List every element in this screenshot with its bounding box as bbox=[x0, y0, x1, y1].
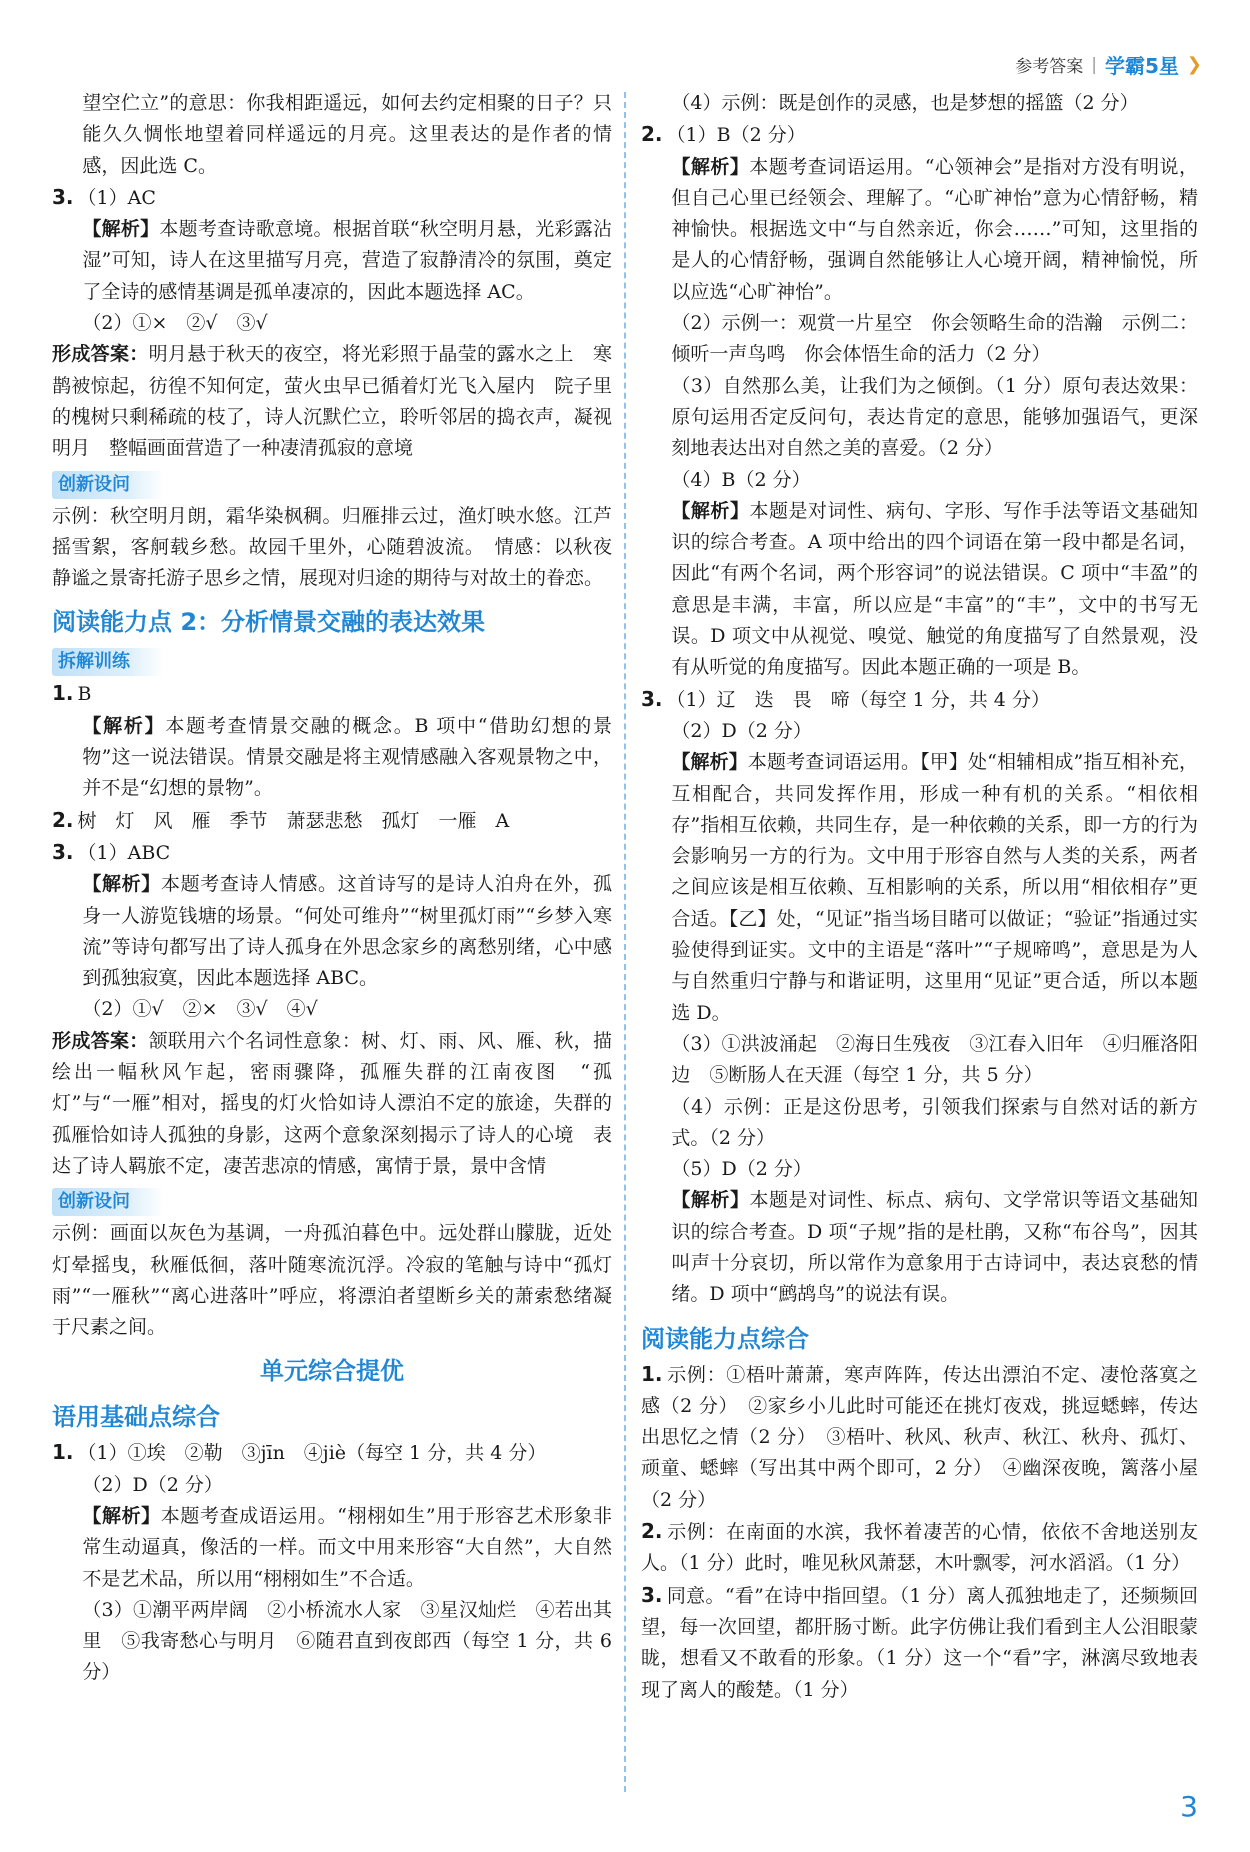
section-heading: 阅读能力点 2：分析情景交融的表达效果 bbox=[52, 608, 486, 637]
page-header bbox=[1015, 50, 1202, 79]
answer-item: （3）①洪波涌起 ②海日生残夜 ③江春入旧年 ④归雁洛阳边 ⑤断肠人在天涯（每空 1 分，共 5 分） bbox=[671, 1032, 1198, 1087]
answer-item: 3. （1）辽 迭 畏 啼（每空 1 分，共 4 分） bbox=[641, 686, 1050, 711]
innovation-answer: 示例：画面以灰色为基调，一舟孤泊暮色中。远处群山朦胧，近处灯晕摇曳，秋雁低徊，落叶随寒流沉浮。冷寂的笔触与诗中“孤灯雨”“一雁秋”“离心进落叶”呼应，将漂泊者望断乡关的萧索愁绪凝于尺素之间。 bbox=[52, 1222, 612, 1339]
section-tag: 创新设问 bbox=[52, 1188, 164, 1216]
answer-item: 3. 同意。“看”在诗中指回望。（1 分）离人孤独地走了，还频频回望，每一次回望，都肝肠寸断。此字仿佛让我们看到主人公泪眼蒙眬，想看又不敢看的形象。（1 分）这一个“看”字，淋漓尽致地表现了离人的酸楚。（1 分） bbox=[641, 1582, 1198, 1701]
formed-answer: 形成答案：明月悬于秋天的夜空，将光彩照于晶莹的露水之上 寒鹊被惊起，彷徨不知何定，萤火虫早已循着灯光飞入屋内 院子里的槐树只剩稀疏的枝了，诗人沉默伫立，聆听邻居的捣衣声，凝视明月 整幅画面营造了一种凄清孤寂的意境 bbox=[52, 343, 612, 460]
left-column bbox=[52, 88, 612, 1689]
answer-item: （2）示例一：观赏一片星空 你会领略生命的浩瀚 示例二：倾听一声鸟鸣 你会体悟生命的活力（2 分） bbox=[671, 312, 1198, 366]
answer-item: （2）D（2 分） bbox=[82, 1473, 223, 1496]
answer-item: 1. （1）①埃 ②勒 ③jīn ④jiè（每空 1 分，共 4 分） bbox=[52, 1440, 547, 1465]
paragraph: 望空伫立”的意思：你我相距遥远，如何去约定相聚的日子？只能久久惆怅地望着同样遥远的月亮。这里表达的是作者的情感，因此选 C。 bbox=[82, 92, 612, 177]
analysis: 【解析】本题是对词性、病句、字形、写作手法等语文基础知识的综合考查。A 项中给出的四个词语在第一段中都是名词，因此“有两个名词，两个形容词”的说法错误。C 项中“丰盈”的意思是丰满，丰富，所以应是“丰富”的“丰”，文中的书写无误。D 项文中从视觉、嗅觉、触觉的角度描写了自然景观，没有从听觉的角度描写。因此本题正确的一项是 B。 bbox=[671, 499, 1198, 679]
answer-item: （3）自然那么美，让我们为之倾倒。（1 分）原句表达效果：原句运用否定反问句，表达肯定的意思，能够加强语气，更深刻地表达出对自然之美的喜爱。（2 分） bbox=[671, 374, 1198, 460]
section-heading: 语用基础点综合 bbox=[52, 1403, 220, 1432]
answer-item: （2）①√ ②× ③√ ④√ bbox=[82, 998, 318, 1021]
header-label: 参考答案 bbox=[1015, 57, 1084, 77]
answer-item: （4）示例：正是这份思考，引领我们探索与自然对话的新方式。（2 分） bbox=[671, 1095, 1198, 1149]
innovation-answer: 示例：秋空明月朗，霜华染枫稠。归雁排云过，渔灯映水悠。江芦摇雪絮，客舸载乡愁。故园千里外，心随碧波流。 情感：以秋夜静谧之景寄托游子思乡之情，展现对归途的期待与对故土的眷恋。 bbox=[52, 504, 612, 590]
brand-flag-icon: ❯ bbox=[1186, 54, 1202, 75]
column-divider bbox=[624, 92, 626, 1792]
analysis: 【解析】本题考查诗歌意境。根据首联“秋空明月悬，光彩露沾湿”可知，诗人在这里描写月亮，营造了寂静清冷的氛围，奠定了全诗的感情基调是孤单凄凉的，因此本题选择 AC。 bbox=[82, 218, 612, 303]
answer-item: （4）B（2 分） bbox=[671, 468, 811, 491]
analysis: 【解析】本题考查词语运用。【甲】处“相辅相成”指互相补充，互相配合，共同发挥作用，形成一种有机的关系。“相依相存”指相互依赖，共同生存，是一种依赖的关系，即一方的行为会影响另一方的行为。文中用于形容自然与人类的关系，两者之间应该是相互依赖、互相影响的关系，所以用“相依相存”更合适。【乙】处，“见证”指当场目睹可以做证；“验证”指通过实验使得到证实。文中的主语是“落叶”“子规啼鸣”，意思是为人与自然重归宁静与和谐证明，这里用“见证”更合适，所以本题选 D。 bbox=[671, 751, 1198, 1024]
section-tag: 创新设问 bbox=[52, 471, 164, 499]
analysis: 【解析】本题考查词语运用。“心领神会”是指对方没有明说，但自己心里已经领会、理解了。“心旷神怡”意为心情舒畅，精神愉快。根据选文中“与自然亲近，你会……”可知，这里指的是人的心情舒畅，强调自然能够让人心境开阔，精神愉悦，所以应选“心旷神怡”。 bbox=[671, 155, 1198, 303]
section-heading: 单元综合提优 bbox=[260, 1357, 404, 1386]
answer-item: 2. （1）B（2 分） bbox=[641, 122, 806, 147]
answer-item: （2）D（2 分） bbox=[671, 719, 812, 742]
answer-item: （4）示例：既是创作的灵感，也是梦想的摇篮（2 分） bbox=[671, 92, 1139, 114]
analysis: 【解析】本题考查成语运用。“栩栩如生”用于形容艺术形象非常生动逼真，像活的一样。而文中用来形容“大自然”，大自然不是艺术品，所以用“栩栩如生”不合适。 bbox=[82, 1504, 612, 1590]
answer-item: （5）D（2 分） bbox=[671, 1158, 812, 1181]
header-separator: | bbox=[1091, 54, 1097, 75]
answer-item: 1. 示例：①梧叶萧萧，寒声阵阵，传达出漂泊不定、凄怆落寞之感（2 分） ②家乡小儿此时可能还在挑灯夜戏，挑逗蟋蟀，传达出思忆之情（2 分） ③梧叶、秋风、秋声、秋江、秋舟、孤灯、顽童、蟋蟀（写出其中两个即可，2 分） ④幽深夜晚，篱落小屋（2 分） bbox=[641, 1361, 1198, 1511]
section-heading: 阅读能力点综合 bbox=[641, 1324, 809, 1353]
answer-item: 3. （1）ABC bbox=[52, 839, 171, 864]
answer-item: 2. 树 灯 风 雁 季节 萧瑟悲愁 孤灯 一雁 A bbox=[52, 807, 510, 832]
analysis: 【解析】本题考查情景交融的概念。B 项中“借助幻想的景物”这一说法错误。情景交融是将主观情感融入客观景物之中，并不是“幻想的景物”。 bbox=[82, 714, 612, 800]
answer-item: （2）①× ②√ ③√ bbox=[82, 312, 268, 335]
answer-item: 3. （1）AC bbox=[52, 184, 156, 209]
section-tag: 拆解训练 bbox=[52, 648, 164, 676]
analysis: 【解析】本题考查诗人情感。这首诗写的是诗人泊舟在外，孤身一人游览钱塘的场景。“何处可维舟”“树里孤灯雨”“乡梦入寒流”等诗句都写出了诗人孤身在外思念家乡的离愁别绪，心中感到孤独寂寞，因此本题选择 ABC。 bbox=[82, 873, 612, 990]
answer-item: 2. 示例：在南面的水滨，我怀着凄苦的心情，依依不舍地送别友人。（1 分）此时，唯见秋风萧瑟，木叶飘零，河水滔滔。（1 分） bbox=[641, 1519, 1198, 1575]
page-number: 3 bbox=[1180, 1790, 1198, 1823]
formed-answer: 形成答案：颔联用六个名词性意象：树、灯、雨、风、雁、秋，描绘出一幅秋风乍起，密雨骤降，孤雁失群的江南夜图 “孤灯”与“一雁”相对，摇曳的灯火恰如诗人漂泊不定的旅途，失群的孤雁恰如诗人孤独的身影，这两个意象深刻揭示了诗人的心境 表达了诗人羁旅不定，凄苦悲凉的情感，寓情于景，景中含情 bbox=[52, 1029, 612, 1177]
right-column bbox=[641, 88, 1198, 1706]
brand-name: 学霸5星 bbox=[1104, 54, 1179, 78]
analysis: 【解析】本题是对词性、标点、病句、文学常识等语文基础知识的综合考查。D 项“子规”指的是杜鹃，又称“布谷鸟”，因其叫声十分哀切，所以常作为意象用于古诗词中，表达哀愁的情绪。D 项中“鹧鸪鸟”的说法有误。 bbox=[671, 1189, 1198, 1306]
answer-item: （3）①潮平两岸阔 ②小桥流水人家 ③星汉灿烂 ④若出其里 ⑤我寄愁心与明月 ⑥随君直到夜郎西（每空 1 分，共 6 分） bbox=[82, 1598, 612, 1684]
answer-item: 1. B bbox=[52, 681, 92, 706]
